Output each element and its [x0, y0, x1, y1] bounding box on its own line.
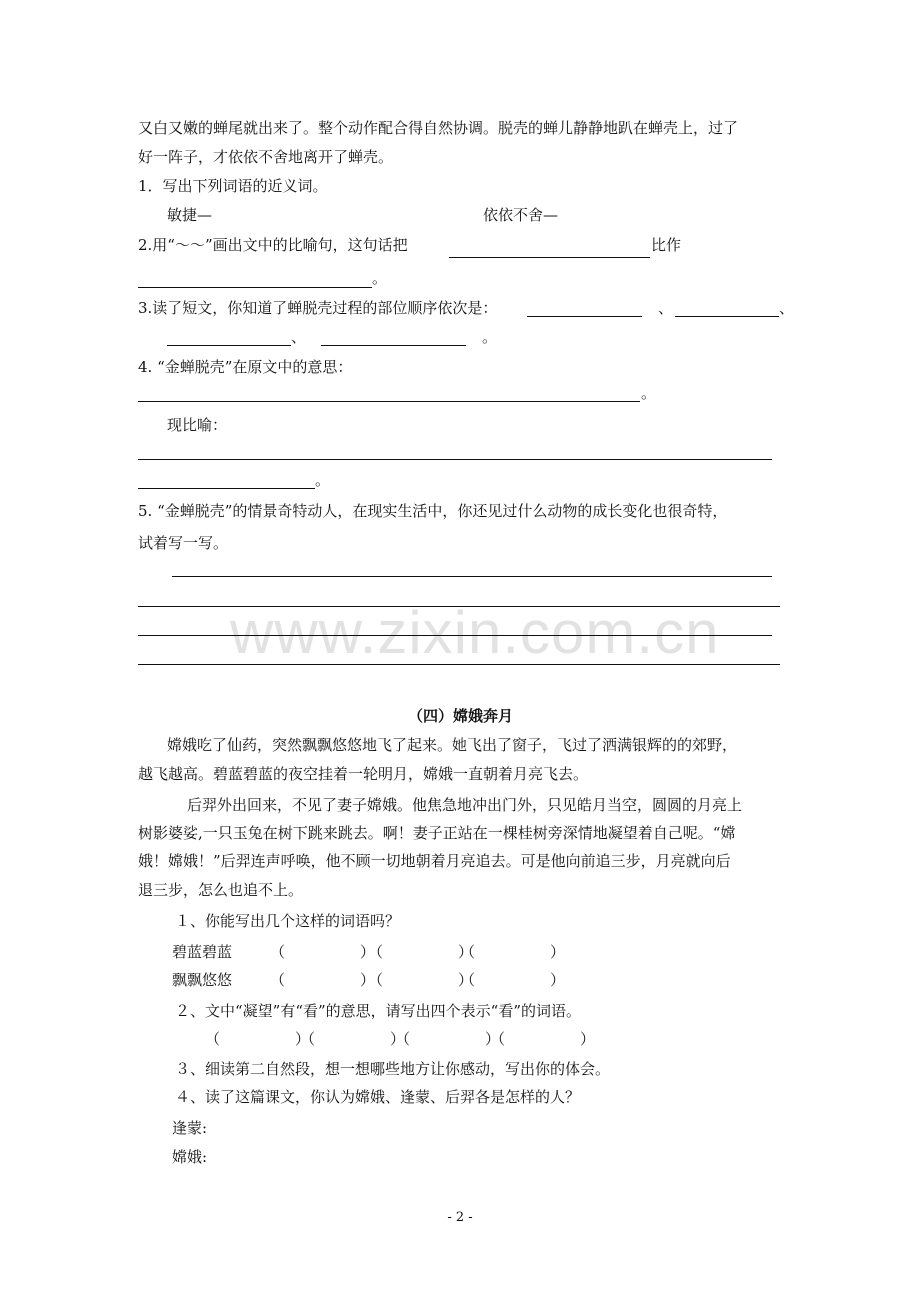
- answer-label-fengmeng: 逢蒙:: [172, 1119, 208, 1137]
- q1-word-2: 依依不舍—: [483, 206, 559, 224]
- q2-end: 。: [372, 269, 388, 287]
- q2-mid: 比作: [651, 236, 682, 254]
- answer-blank[interactable]: [138, 459, 772, 460]
- answer-paren[interactable]: （ ）: [395, 1030, 501, 1048]
- answer-line[interactable]: [138, 606, 780, 607]
- answer-blank[interactable]: [138, 488, 315, 489]
- q3-end: 。: [482, 328, 498, 346]
- question-5: 5. “金蝉脱壳”的情景奇特动人，在现实生活中，你还见过什么动物的成长变化也很奇特，: [138, 502, 728, 520]
- answer-blank[interactable]: [675, 316, 779, 317]
- question-4: 4. “金蝉脱壳”在原文中的意思：: [138, 358, 353, 376]
- page-number: - 2 -: [447, 1210, 473, 1225]
- example-word: 飘飘悠悠: [172, 971, 233, 989]
- s4-question-1: １、你能写出几个这样的词语吗？: [175, 912, 401, 930]
- answer-line[interactable]: [138, 635, 772, 636]
- question-1: 1．写出下列词语的近义词。: [138, 177, 328, 195]
- question-3: 3.读了短文，你知道了蝉脱壳过程的部位顺序依次是：: [138, 299, 498, 317]
- answer-blank[interactable]: [527, 316, 642, 317]
- answer-line[interactable]: [138, 664, 780, 665]
- answer-blank[interactable]: [138, 401, 640, 402]
- answer-paren[interactable]: （ ）: [270, 943, 376, 961]
- answer-paren[interactable]: （ ）: [368, 971, 474, 989]
- separator: 、: [779, 299, 795, 317]
- passage-line: 又白又嫩的蝉尾就出来了。整个动作配合得自然协调。脱壳的蝉儿静静地趴在蝉壳上，过了: [138, 119, 739, 137]
- q4-now-label: 现比喻：: [167, 416, 228, 434]
- answer-paren[interactable]: （ ）: [205, 1030, 311, 1048]
- story-line: 娥！嫦娥！”后羿连声呼唤，他不顾一切地朝着月亮追去。可是他向前追三步，月亮就向后: [138, 852, 731, 870]
- separator: 、: [658, 299, 674, 317]
- story-line: 后羿外出回来，不见了妻子嫦娥。他焦急地冲出门外，只见皓月当空，圆圆的月亮上: [187, 796, 743, 814]
- story-line: 嫦娥吃了仙药，突然飘飘悠悠地飞了起来。她飞出了窗子，飞过了洒满银辉的的郊野，: [167, 736, 738, 754]
- answer-paren[interactable]: （ ）: [460, 943, 566, 961]
- answer-paren[interactable]: （ ）: [490, 1030, 596, 1048]
- q4-end: 。: [641, 384, 657, 402]
- answer-label-change: 嫦娥:: [172, 1148, 208, 1166]
- story-line: 越飞越高。碧蓝碧蓝的夜空挂着一轮明月，嫦娥一直朝着月亮飞去。: [138, 765, 589, 783]
- question-5-cont: 试着写一写。: [138, 534, 229, 552]
- section-title: （四）嫦娥奔月: [408, 707, 514, 725]
- question-2: 2.用“～～”画出文中的比喻句，这句话把: [138, 236, 408, 254]
- passage-line: 好一阵子，才依依不舍地离开了蝉壳。: [138, 148, 394, 166]
- story-line: 树影婆娑,一只玉兔在树下跳来跳去。啊！妻子正站在一棵桂树旁深情地凝望着自己呢。“嫦: [138, 824, 736, 842]
- answer-paren[interactable]: （ ）: [270, 971, 376, 989]
- answer-paren[interactable]: （ ）: [368, 943, 474, 961]
- answer-paren[interactable]: （ ）: [300, 1030, 406, 1048]
- answer-blank[interactable]: [449, 257, 650, 258]
- answer-line[interactable]: [172, 576, 772, 577]
- answer-blank[interactable]: [321, 345, 466, 346]
- example-word: 碧蓝碧蓝: [172, 943, 233, 961]
- s4-question-2: ２、文中“凝望”有“看”的意思，请写出四个表示“看”的词语。: [175, 1002, 582, 1020]
- story-line: 退三步，怎么也追不上。: [138, 881, 304, 899]
- answer-paren[interactable]: （ ）: [460, 971, 566, 989]
- separator: 、: [291, 328, 307, 346]
- answer-blank[interactable]: [138, 287, 372, 288]
- q4-end: 。: [315, 471, 331, 489]
- watermark: www.zixin.com.cn: [230, 599, 720, 666]
- answer-blank[interactable]: [167, 345, 291, 346]
- q1-word-1: 敏捷—: [167, 206, 213, 224]
- s4-question-4: ４、读了这篇课文，你认为嫦娥、逢蒙、后羿各是怎样的人？: [175, 1088, 581, 1106]
- s4-question-3: ３、细读第二自然段，想一想哪些地方让你感动，写出你的体会。: [175, 1060, 611, 1078]
